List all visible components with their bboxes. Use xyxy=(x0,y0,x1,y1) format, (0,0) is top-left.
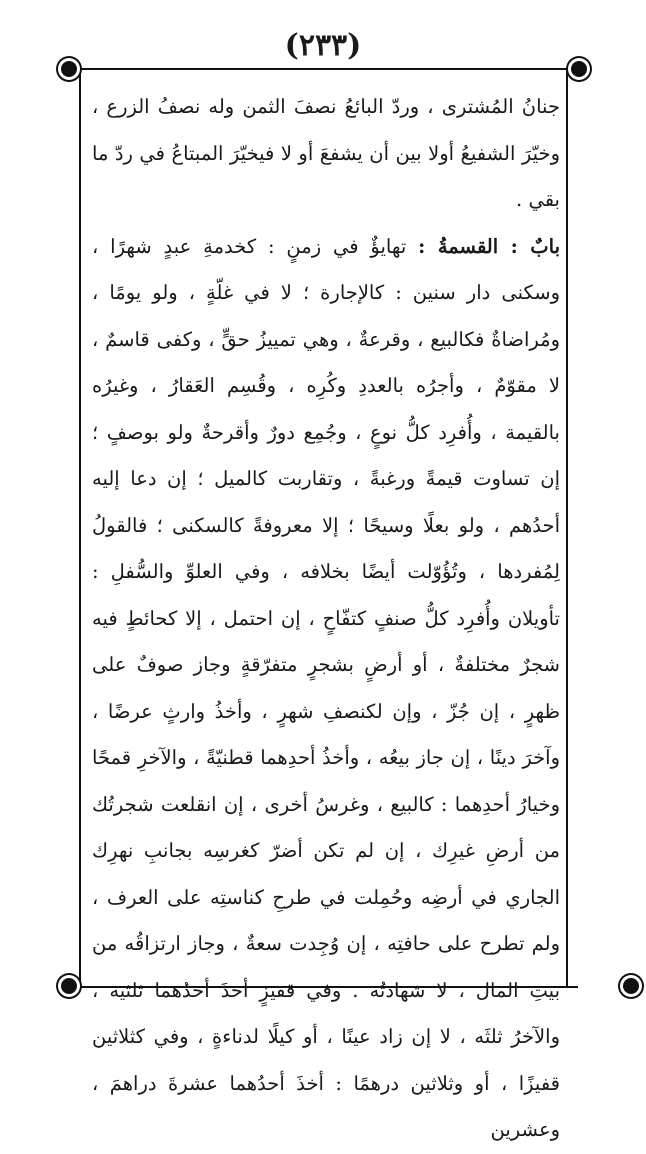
body-text xyxy=(92,84,560,1141)
top-border-rule xyxy=(70,68,578,70)
corner-ornament-icon xyxy=(571,61,587,77)
page-number: (٢٣٣) xyxy=(284,28,362,63)
corner-ornament-icon xyxy=(61,61,77,77)
paragraph: جنانُ المُشترى ، وردّ البائعُ نصفَ الثمن وله نصفُ الزرع ، وخيّرَ الشفيعُ أولا بين أن يشفعَ أو لا فيخيّرَ المبتاعُ في ردّ ما بقي . xyxy=(92,95,560,211)
corner-ornament-icon xyxy=(61,978,77,994)
chapter-heading: بابٌ : القسمةُ : xyxy=(418,234,560,258)
section-paragraph xyxy=(92,224,560,1154)
right-border-rule xyxy=(566,70,568,986)
corner-ornament-icon xyxy=(623,978,639,994)
paragraph: تهايؤٌ في زمنٍ : كخدمةِ عبدٍ شهرًا ، وسكنى دار سنين : كالإجارة ؛ لا في غلّةٍ ، ولو يومًا ، ومُراضاةٌ فكالبيع ، وقرعةٌ ، وهي تمييزُ حقٍّ ، وكفى قاسمٌ ، لا مقوّمٌ ، وأجرُه بالعددِ وكُرِه ، وقُسِم العَقارُ ، وغيرُه بالقيمة ، وأُفرِد كلُّ نوعٍ ، وجُمِع دورٌ وأقرحةٌ ولو بوصفٍ ؛ إن تساوت قيمةً ورغبةً ، وتقاربت كالميل ؛ إن دعا إليه أحدُهم ، ولو بعلًا وسيحًا ؛ إلا معروفةً كالسكنى ؛ فالقولُ لِمُفردها ، وتُؤُوّلت أيضًا بخلافه ، وفي العلوِّ والسُّفلِ : تأويلان وأُفرِد كلُّ صنفٍ كتفّاحٍ ، إن احتمل ، إلا كحائطٍ فيه شجرٌ مختلفةٌ ، أو أرضٍ بشجرٍ متفرّقةٍ وجاز صوفٌ على ظهرٍ ، إن جُزّ ، وإن لكنصفِ شهرٍ ، وأخذُ وارثٍ عرضًا ، وآخرَ دينًا ، إن جاز بيعُه ، وأخذُ أحدِهما قطنيّةً ، والآخرِ قمحًا وخيارُ أحدِهما : كالبيع ، وغرسُ أخرى ، إن انقلعت شجرتُك من أرضِ غيرِك ، إن لم تكن أضرّ كغرسِه بجانبِ نهرِك الجاري في أرضِه وحُمِلت في طرحِ كناستِه على العرف ، ولم تطرح على حافتِه ، إن وُجِدت سعةٌ ، وجاز ارتزاقُه من بيتِ المال ، لا شهادتُه . وفي قفيزٍ أخذَ أحدُهما ثلثيه ، والآخرُ ثلثَه ، لا إن زاد عينًا ، أو كيلًا لدناءةٍ ، وفي كثلاثين قفيزًا ، أو وثلاثين درهمًا : أخذَ أحدُهما عشرةَ دراهمَ ، وعشرين xyxy=(92,234,560,1141)
left-border-rule xyxy=(79,70,81,986)
